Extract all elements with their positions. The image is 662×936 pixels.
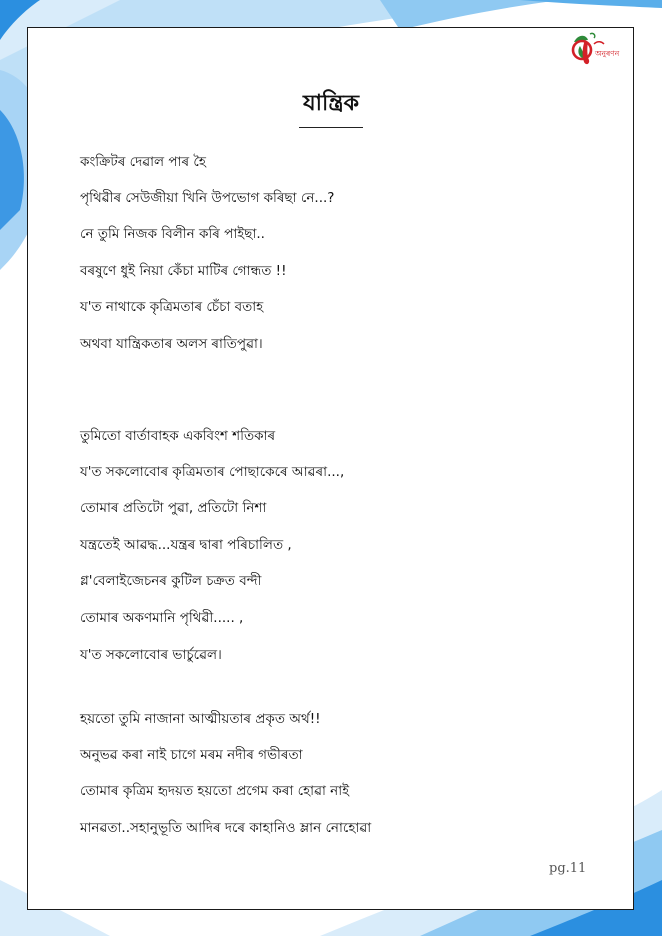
poem-line: তোমাৰ প্ৰতিটো পুৱা, প্ৰতিটো নিশা — [80, 500, 267, 516]
poem-line: অনুভৱ কৰা নাই চাগে মৰম নদীৰ গভীৰতা — [80, 747, 303, 763]
poem-line: য'ত সকলোবোৰ কৃত্রিমতাৰ পোছাকেৰে আৱৰা..., — [80, 464, 345, 480]
poem-line: য'ত নাথাকে কৃত্রিমতাৰ চেঁচা বতাহ — [80, 299, 264, 315]
poem-line: মানৱতা..সহানুভূতি আদিৰ দৰে কাহানিও ম্লান নোহোৱা — [80, 820, 372, 836]
poem-line: হয়তো তুমি নাজানা আত্মীয়তাৰ প্ৰকৃত অৰ্থ!! — [80, 711, 321, 727]
poem-line: পৃথিৱীৰ সেউজীয়া খিনি উপভোগ কৰিছা নে...? — [80, 190, 335, 206]
poem-line: য'ত সকলোবোৰ ভাৰ্চুৱেল। — [80, 647, 222, 663]
page-number: pg.11 — [549, 861, 587, 876]
poem-line: কংক্রিটৰ দেৱাল পাৰ হৈ — [80, 154, 206, 170]
poem-line: গ্ল'বেলাইজেচনৰ কুটিল চক্ৰত বন্দী — [80, 573, 262, 589]
poem-line: তুমিতো বাৰ্তাবাহক একবিংশ শতিকাৰ — [80, 428, 276, 444]
svg-text:অনুৰণন: অনুৰণন — [595, 49, 620, 58]
poem-line: যন্ত্ৰতেই আৱদ্ধ...যন্ত্ৰৰ দ্বাৰা পৰিচালিত , — [80, 537, 292, 553]
poem-line: বৰষুণে ধুই নিয়া কেঁচা মাটিৰ গোন্ধত !! — [80, 263, 287, 279]
poem-line: নে তুমি নিজক বিলীন কৰি পাইছা.. — [80, 226, 265, 242]
poem-title: যান্ত্রিক — [0, 86, 662, 128]
poem-line: তোমাৰ অকণমানি পৃথিৱী..... , — [80, 610, 244, 626]
anuranan-logo-icon — [568, 30, 622, 82]
poem-line: তোমাৰ কৃত্ৰিম হৃদয়ত হয়তো প্ৰগেম কৰা হোৱা নাই — [80, 783, 350, 799]
poem-line: অথবা যান্ত্রিকতাৰ অলস ৰাতিপুৱা। — [80, 336, 263, 352]
